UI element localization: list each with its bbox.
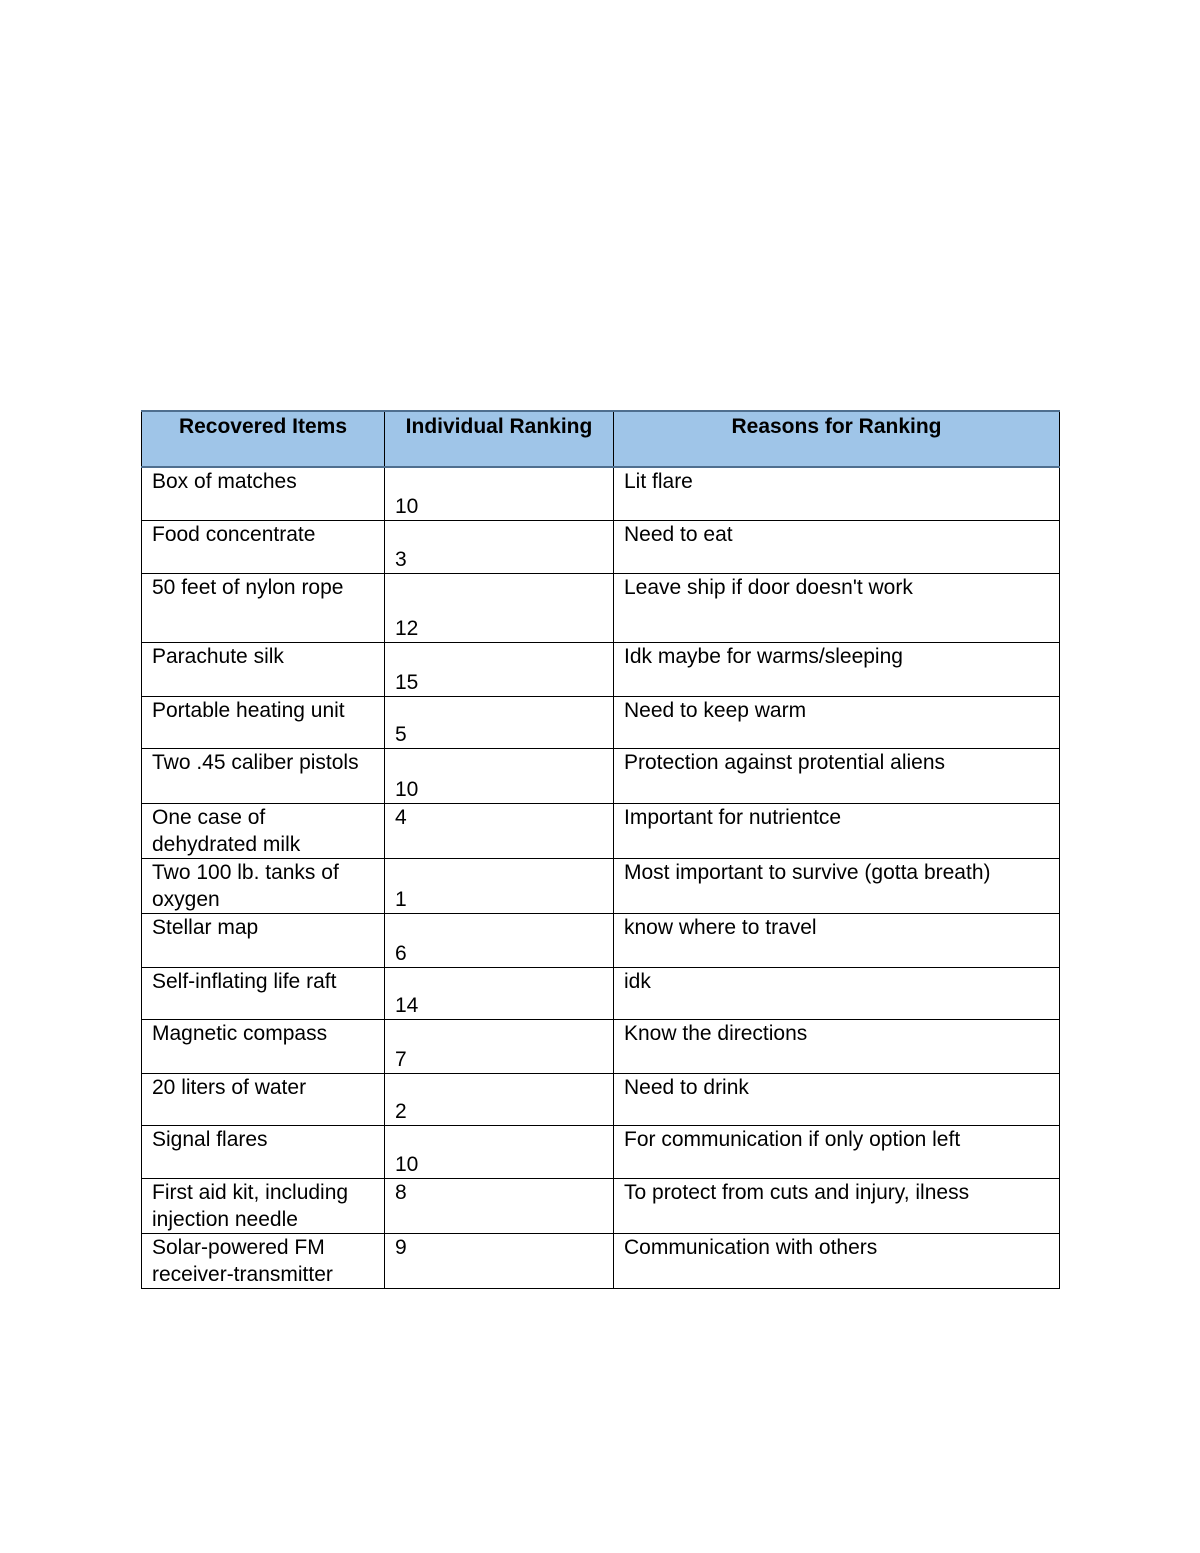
ranking-cell: 5 <box>385 696 614 748</box>
reason-cell: Need to keep warm <box>614 696 1060 748</box>
table-row <box>142 858 1060 913</box>
table-row <box>142 467 1060 520</box>
ranking-cell: 10 <box>385 467 614 520</box>
ranking-cell: 15 <box>385 642 614 696</box>
item-cell: Parachute silk <box>142 642 385 696</box>
ranking-cell: 14 <box>385 967 614 1019</box>
reason-cell: Most important to survive (gotta breath) <box>614 858 1060 913</box>
reason-cell: Communication with others <box>614 1233 1060 1288</box>
header-individual-ranking: Individual Ranking <box>385 411 614 467</box>
ranking-cell: 10 <box>385 748 614 803</box>
table-row <box>142 1019 1060 1073</box>
ranking-cell: 10 <box>385 1125 614 1178</box>
item-cell: One case of dehydrated milk <box>142 803 385 858</box>
reason-cell: Need to drink <box>614 1073 1060 1125</box>
ranking-table <box>141 410 1060 1289</box>
item-cell: Self-inflating life raft <box>142 967 385 1019</box>
item-cell: Two .45 caliber pistols <box>142 748 385 803</box>
header-reasons-for-ranking: Reasons for Ranking <box>614 411 1060 467</box>
item-cell: Magnetic compass <box>142 1019 385 1073</box>
table-row <box>142 573 1060 642</box>
item-cell: Portable heating unit <box>142 696 385 748</box>
table-row <box>142 696 1060 748</box>
reason-cell: For communication if only option left <box>614 1125 1060 1178</box>
reason-cell: Need to eat <box>614 520 1060 573</box>
table-row <box>142 642 1060 696</box>
table-header-row <box>142 411 1060 467</box>
table-row <box>142 520 1060 573</box>
ranking-cell: 8 <box>385 1178 614 1233</box>
ranking-cell: 7 <box>385 1019 614 1073</box>
item-cell: Solar-powered FM receiver-transmitter <box>142 1233 385 1288</box>
ranking-cell: 6 <box>385 913 614 967</box>
reason-cell: know where to travel <box>614 913 1060 967</box>
item-cell: 20 liters of water <box>142 1073 385 1125</box>
item-cell: Two 100 lb. tanks of oxygen <box>142 858 385 913</box>
table-row <box>142 1125 1060 1178</box>
reason-cell: To protect from cuts and injury, ilness <box>614 1178 1060 1233</box>
header-recovered-items: Recovered Items <box>142 411 385 467</box>
table-row <box>142 1178 1060 1233</box>
reason-cell: Leave ship if door doesn't work <box>614 573 1060 642</box>
item-cell: Food concentrate <box>142 520 385 573</box>
table-row <box>142 1233 1060 1288</box>
table-row <box>142 967 1060 1019</box>
ranking-cell: 4 <box>385 803 614 858</box>
item-cell: Box of matches <box>142 467 385 520</box>
ranking-cell: 2 <box>385 1073 614 1125</box>
reason-cell: idk <box>614 967 1060 1019</box>
item-cell: 50 feet of nylon rope <box>142 573 385 642</box>
table-row <box>142 1073 1060 1125</box>
table-row <box>142 803 1060 858</box>
table-row <box>142 748 1060 803</box>
item-cell: First aid kit, including injection needle <box>142 1178 385 1233</box>
reason-cell: Lit flare <box>614 467 1060 520</box>
table-row <box>142 913 1060 967</box>
ranking-cell: 12 <box>385 573 614 642</box>
reason-cell: Important for nutrientce <box>614 803 1060 858</box>
item-cell: Stellar map <box>142 913 385 967</box>
item-cell: Signal flares <box>142 1125 385 1178</box>
ranking-cell: 1 <box>385 858 614 913</box>
ranking-cell: 9 <box>385 1233 614 1288</box>
reason-cell: Idk maybe for warms/sleeping <box>614 642 1060 696</box>
ranking-cell: 3 <box>385 520 614 573</box>
reason-cell: Know the directions <box>614 1019 1060 1073</box>
reason-cell: Protection against protential aliens <box>614 748 1060 803</box>
